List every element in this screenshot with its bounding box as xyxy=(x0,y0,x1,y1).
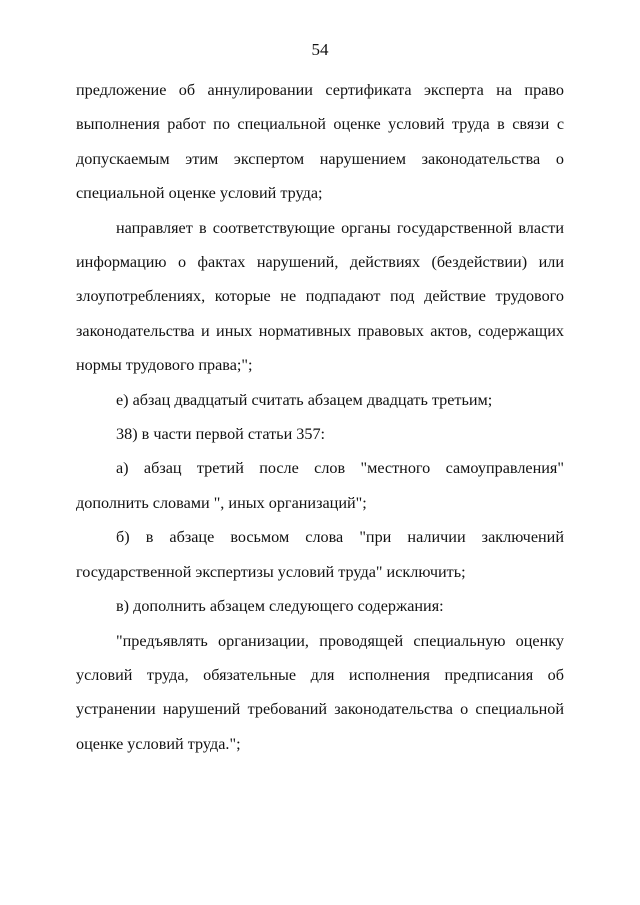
paragraph-item-e: е) абзац двадцатый считать абзацем двадцать третьим; xyxy=(116,390,493,409)
page-number: 54 xyxy=(311,40,329,59)
paragraph-expert-certificate: предложение об аннулировании сертификата эксперта на право выполнения работ по специальной оценке условий труда в связи с допускаемым этим экспертом нарушением законодательства о специальной оценке условий труда; xyxy=(76,81,564,203)
paragraph-item-v: в) дополнить абзацем следующего содержания: xyxy=(116,597,444,616)
paragraph-item-38: 38) в части первой статьи 357: xyxy=(116,425,326,444)
document-body xyxy=(76,73,564,761)
paragraph-new-clause: "предъявлять организации, проводящей специальную оценку условий труда, обязательные для исполнения предписания об устранении нарушений требований законодательства о специальной оценке условий труда."; xyxy=(76,631,564,753)
paragraph-item-a: а) абзац третий после слов "местного самоуправления" дополнить словами ", иных организаций"; xyxy=(76,459,564,512)
paragraph-directs-info: направляет в соответствующие органы государственной власти информацию о фактах нарушений, действиях (бездействии) или злоупотреблениях, которые не подпадают под действие трудового законодательства и иных нормативных правовых актов, содержащих нормы трудового права;"; xyxy=(76,218,564,375)
paragraph-item-b: б) в абзаце восьмом слова "при наличии заключений государственной экспертизы условий труда" исключить; xyxy=(76,528,564,581)
